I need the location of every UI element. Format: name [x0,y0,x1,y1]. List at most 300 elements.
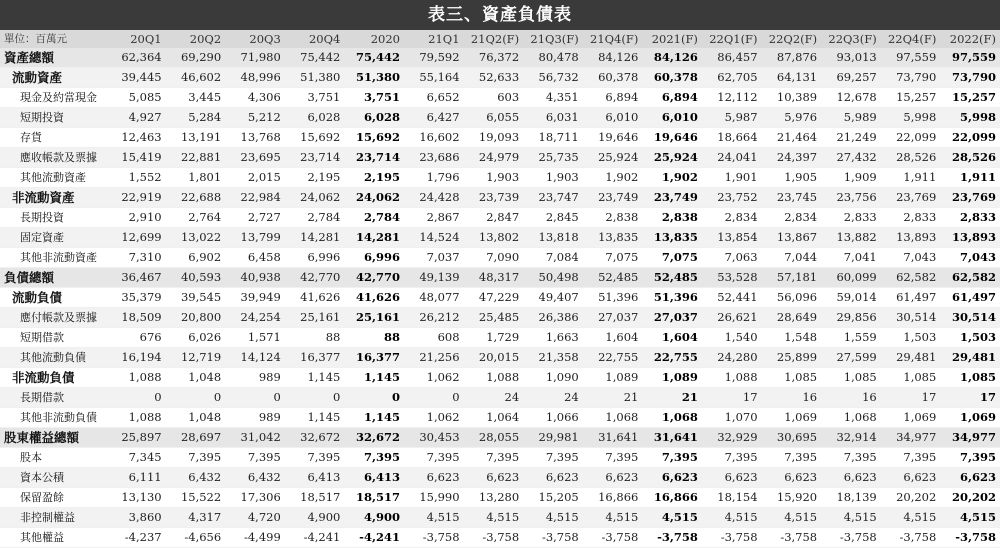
table-cell: 23,714 [344,148,404,168]
table-cell: 2,834 [762,208,822,228]
table-cell: 18,139 [821,488,881,508]
table-cell: 50,498 [523,268,583,288]
table-cell: 84,126 [642,48,702,68]
table-cell: 40,593 [166,268,226,288]
row-label: 非流動負債 [0,368,106,388]
table-cell: 6,996 [344,248,404,268]
table-cell: -3,758 [523,528,583,548]
table-cell: 24,062 [285,188,345,208]
table-cell: 41,626 [285,288,345,308]
table-body [0,48,1000,548]
table-cell: 1,048 [166,408,226,428]
table-cell: 76,372 [464,48,524,68]
table-cell: 13,867 [762,228,822,248]
table-cell: 19,646 [642,128,702,148]
row-label: 應收帳款及票據 [0,148,106,168]
table-cell: 5,085 [106,88,166,108]
table-cell: 29,856 [821,308,881,328]
table-cell: 4,515 [404,508,464,528]
table-cell: 1,145 [285,408,345,428]
table-row [0,128,1000,148]
table-cell: 6,010 [583,108,643,128]
table-cell: 1,085 [940,368,1000,388]
table-cell: 59,014 [821,288,881,308]
table-cell: 15,419 [106,148,166,168]
table-cell: 22,099 [940,128,1000,148]
table-cell: 23,747 [523,188,583,208]
table-cell: 23,739 [464,188,524,208]
table-cell: 0 [225,388,285,408]
table-cell: 2,845 [523,208,583,228]
table-cell: -4,241 [285,528,345,548]
table-cell: 1,540 [702,328,762,348]
table-cell: 20,800 [166,308,226,328]
table-row [0,188,1000,208]
table-cell: 0 [106,388,166,408]
table-cell: 17 [702,388,762,408]
table-cell: -3,758 [762,528,822,548]
table-row [0,288,1000,308]
table-cell: 15,920 [762,488,822,508]
table-cell: 97,559 [940,48,1000,68]
table-cell: 48,317 [464,268,524,288]
table-row [0,388,1000,408]
table-cell: 1,088 [106,368,166,388]
table-cell: 29,481 [940,348,1000,368]
table-cell: 7,395 [642,448,702,468]
table-cell: 18,711 [523,128,583,148]
table-cell: 7,395 [285,448,345,468]
table-cell: 21,464 [762,128,822,148]
table-cell: 28,697 [166,428,226,448]
table-cell: 17,306 [225,488,285,508]
table-cell: 13,799 [225,228,285,248]
table-cell: 1,911 [940,168,1000,188]
column-header: 20Q2 [166,30,226,48]
table-cell: 4,927 [106,108,166,128]
table-cell: 0 [344,388,404,408]
table-cell: 14,524 [404,228,464,248]
table-cell: -3,758 [642,528,702,548]
table-cell: 12,112 [702,88,762,108]
table-cell: 23,695 [225,148,285,168]
table-cell: 5,284 [166,108,226,128]
table-cell: 0 [166,388,226,408]
table-cell: 26,621 [702,308,762,328]
table-cell: 2,784 [285,208,345,228]
table-cell: 13,802 [464,228,524,248]
table-cell: 32,929 [702,428,762,448]
table-cell: 19,646 [583,128,643,148]
table-cell: 1,909 [821,168,881,188]
table-cell: 75,442 [344,48,404,68]
column-header: 2021(F) [642,30,702,48]
table-cell: 7,037 [404,248,464,268]
table-cell: 7,395 [940,448,1000,468]
table-row [0,328,1000,348]
table-cell: 1,902 [642,168,702,188]
table-cell: 30,695 [762,428,822,448]
table-cell: 12,699 [106,228,166,248]
table-cell: 6,623 [404,468,464,488]
table-cell: 1,905 [762,168,822,188]
table-cell: 34,977 [940,428,1000,448]
table-cell: 60,378 [583,68,643,88]
table-cell: 1,902 [583,168,643,188]
table-cell: 7,075 [642,248,702,268]
table-cell: 2,764 [166,208,226,228]
table-cell: 7,395 [881,448,941,468]
table-row [0,208,1000,228]
table-cell: 32,914 [821,428,881,448]
table-cell: 79,592 [404,48,464,68]
table-cell: 24 [523,388,583,408]
table-cell: 25,899 [762,348,822,368]
table-cell: 31,641 [642,428,702,448]
table-cell: 6,623 [642,468,702,488]
table-cell: 4,515 [881,508,941,528]
table-cell: 5,987 [702,108,762,128]
table-cell: 12,678 [821,88,881,108]
table-cell: 52,633 [464,68,524,88]
table-cell: 6,028 [344,108,404,128]
table-cell: 39,545 [166,288,226,308]
table-cell: 4,515 [702,508,762,528]
column-header: 21Q2(F) [464,30,524,48]
table-cell: 17 [881,388,941,408]
table-cell: 21 [642,388,702,408]
table-cell: 5,998 [940,108,1000,128]
table-cell: 20,202 [881,488,941,508]
table-cell: 1,088 [464,368,524,388]
table-cell: 4,317 [166,508,226,528]
table-cell: 18,664 [702,128,762,148]
table-cell: 18,517 [344,488,404,508]
table-cell: -3,758 [881,528,941,548]
table-cell: 29,481 [881,348,941,368]
table-cell: 29,981 [523,428,583,448]
table-cell: 15,692 [285,128,345,148]
table-cell: 47,229 [464,288,524,308]
table-title: 表三、資產負債表 [0,0,1000,30]
table-cell: 2,867 [404,208,464,228]
table-cell: 2,784 [344,208,404,228]
table-cell: 24,397 [762,148,822,168]
table-cell: 22,755 [642,348,702,368]
table-cell: 2,833 [940,208,1000,228]
table-row [0,368,1000,388]
table-cell: 23,745 [762,188,822,208]
table-row [0,148,1000,168]
table-cell: 1,548 [762,328,822,348]
table-cell: 7,084 [523,248,583,268]
table-cell: 22,755 [583,348,643,368]
table-cell: 30,453 [404,428,464,448]
table-cell: 5,212 [225,108,285,128]
unit-label: 單位：百萬元 [0,30,106,48]
header-row [0,30,1000,48]
table-cell: 989 [225,368,285,388]
table-cell: 15,522 [166,488,226,508]
table-cell: 27,037 [583,308,643,328]
table-cell: 24,062 [344,188,404,208]
column-header: 20Q3 [225,30,285,48]
table-cell: 23,769 [881,188,941,208]
table-cell: 22,688 [166,188,226,208]
row-label: 保留盈餘 [0,488,106,508]
table-cell: 1,552 [106,168,166,188]
table-cell: 4,515 [821,508,881,528]
table-cell: 2,195 [344,168,404,188]
column-header: 22Q2(F) [762,30,822,48]
table-cell: 1,070 [702,408,762,428]
table-cell: 1,088 [106,408,166,428]
table-cell: 1,066 [523,408,583,428]
row-label: 資本公積 [0,468,106,488]
table-cell: 15,692 [344,128,404,148]
table-cell: 13,854 [702,228,762,248]
table-cell: 1,069 [940,408,1000,428]
table-row [0,268,1000,288]
column-header: 22Q4(F) [881,30,941,48]
table-cell: 27,037 [642,308,702,328]
table-cell: 30,514 [881,308,941,328]
table-cell: 1,064 [464,408,524,428]
table-cell: 7,395 [225,448,285,468]
table-cell: 18,509 [106,308,166,328]
table-cell: 3,751 [285,88,345,108]
table-cell: 55,164 [404,68,464,88]
table-cell: 5,989 [821,108,881,128]
table-cell: 6,623 [702,468,762,488]
row-label: 非流動資產 [0,188,106,208]
table-cell: 25,161 [344,308,404,328]
row-label: 其他流動資產 [0,168,106,188]
table-cell: 12,719 [166,348,226,368]
table-cell: 2,727 [225,208,285,228]
table-cell: 13,893 [881,228,941,248]
table-cell: 7,395 [762,448,822,468]
table-cell: 15,257 [881,88,941,108]
table-cell: 4,515 [642,508,702,528]
table-cell: 23,686 [404,148,464,168]
row-label: 流動負債 [0,288,106,308]
table-cell: 6,427 [404,108,464,128]
table-cell: 69,290 [166,48,226,68]
table-cell: 1,089 [642,368,702,388]
table-cell: 6,028 [285,108,345,128]
table-row [0,428,1000,448]
table-cell: 13,893 [940,228,1000,248]
table-cell: 87,876 [762,48,822,68]
table-row [0,48,1000,68]
table-cell: 5,998 [881,108,941,128]
table-cell: 52,485 [642,268,702,288]
table-cell: 4,515 [464,508,524,528]
table-cell: 86,457 [702,48,762,68]
table-cell: 4,515 [762,508,822,528]
table-cell: 4,515 [583,508,643,528]
table-cell: 51,396 [583,288,643,308]
table-cell: 24,254 [225,308,285,328]
table-cell: -3,758 [940,528,1000,548]
table-cell: 7,395 [523,448,583,468]
table-cell: 16 [821,388,881,408]
table-cell: 19,093 [464,128,524,148]
table-cell: 6,996 [285,248,345,268]
table-cell: 4,351 [523,88,583,108]
table-cell: 23,749 [583,188,643,208]
table-cell: 64,131 [762,68,822,88]
table-cell: 18,517 [285,488,345,508]
table-cell: 6,432 [166,468,226,488]
table-cell: 5,976 [762,108,822,128]
table-cell: 51,380 [285,68,345,88]
table-cell: 6,026 [166,328,226,348]
table-cell: 1,085 [881,368,941,388]
table-cell: 32,672 [285,428,345,448]
table-cell: 3,445 [166,88,226,108]
table-cell: -3,758 [464,528,524,548]
table-cell: 21,256 [404,348,464,368]
table-cell: 21 [583,388,643,408]
table-cell: 62,364 [106,48,166,68]
table-cell: 6,010 [642,108,702,128]
table-cell: -4,656 [166,528,226,548]
column-header: 21Q1 [404,30,464,48]
column-header: 22Q1(F) [702,30,762,48]
table-cell: 25,161 [285,308,345,328]
table-cell: 80,478 [523,48,583,68]
row-label: 非控制權益 [0,508,106,528]
table-cell: 60,099 [821,268,881,288]
table-cell: 21,249 [821,128,881,148]
table-cell: 7,395 [404,448,464,468]
table-cell: 23,752 [702,188,762,208]
table-cell: 36,467 [106,268,166,288]
table-cell: 21,358 [523,348,583,368]
balance-sheet-table [0,30,1000,548]
table-row [0,468,1000,488]
table-cell: -3,758 [583,528,643,548]
column-header: 20Q4 [285,30,345,48]
table-cell: 73,790 [881,68,941,88]
row-label: 其他權益 [0,528,106,548]
table-cell: 22,099 [881,128,941,148]
column-header: 22Q3(F) [821,30,881,48]
table-cell: 2,195 [285,168,345,188]
table-cell: 25,485 [464,308,524,328]
table-row [0,348,1000,368]
table-cell: 28,526 [881,148,941,168]
table-cell: 2,910 [106,208,166,228]
table-cell: 42,770 [285,268,345,288]
table-cell: 1,089 [583,368,643,388]
table-cell: 16,866 [583,488,643,508]
table-cell: 1,503 [881,328,941,348]
column-header: 21Q3(F) [523,30,583,48]
table-cell: 4,515 [940,508,1000,528]
table-cell: 6,055 [464,108,524,128]
table-cell: 3,751 [344,88,404,108]
table-cell: 24,428 [404,188,464,208]
table-cell: 53,528 [702,268,762,288]
table-cell: 14,281 [344,228,404,248]
table-cell: 4,900 [285,508,345,528]
table-cell: 25,924 [583,148,643,168]
table-cell: 7,395 [464,448,524,468]
table-cell: 6,902 [166,248,226,268]
table-cell: 20,015 [464,348,524,368]
table-cell: 84,126 [583,48,643,68]
table-cell: 13,768 [225,128,285,148]
row-label: 短期借款 [0,328,106,348]
table-cell: 7,043 [881,248,941,268]
table-cell: 13,191 [166,128,226,148]
table-row [0,228,1000,248]
table-cell: 1,069 [881,408,941,428]
table-cell: 6,413 [344,468,404,488]
table-cell: -4,499 [225,528,285,548]
table-row [0,108,1000,128]
table-cell: 1,062 [404,408,464,428]
table-cell: 1,911 [881,168,941,188]
table-cell: 25,924 [642,148,702,168]
table-cell: 48,077 [404,288,464,308]
table-cell: 1,069 [762,408,822,428]
table-row [0,408,1000,428]
table-cell: 1,048 [166,368,226,388]
table-cell: 6,413 [285,468,345,488]
table-cell: 603 [464,88,524,108]
table-cell: -3,758 [702,528,762,548]
table-cell: 6,894 [583,88,643,108]
table-cell: 1,090 [523,368,583,388]
table-cell: 6,623 [583,468,643,488]
table-cell: 1,145 [285,368,345,388]
row-label: 資產總額 [0,48,106,68]
table-cell: 27,599 [821,348,881,368]
table-row [0,168,1000,188]
table-cell: -4,241 [344,528,404,548]
table-cell: 7,041 [821,248,881,268]
table-cell: 35,379 [106,288,166,308]
table-cell: 97,559 [881,48,941,68]
table-cell: 93,013 [821,48,881,68]
table-cell: 73,790 [940,68,1000,88]
table-row [0,448,1000,468]
table-cell: 7,090 [464,248,524,268]
table-cell: 7,395 [821,448,881,468]
table-cell: 25,897 [106,428,166,448]
table-cell: 6,623 [762,468,822,488]
table-cell: 17 [940,388,1000,408]
table-cell: 1,604 [583,328,643,348]
table-cell: -4,237 [106,528,166,548]
table-cell: 22,919 [106,188,166,208]
table-cell: 1,085 [762,368,822,388]
table-cell: 24,041 [702,148,762,168]
table-cell: 23,769 [940,188,1000,208]
table-cell: -3,758 [404,528,464,548]
table-cell: 20,202 [940,488,1000,508]
table-cell: 1,068 [821,408,881,428]
table-cell: 22,984 [225,188,285,208]
table-cell: 75,442 [285,48,345,68]
table-cell: 1,901 [702,168,762,188]
table-cell: 1,729 [464,328,524,348]
table-cell: 14,124 [225,348,285,368]
